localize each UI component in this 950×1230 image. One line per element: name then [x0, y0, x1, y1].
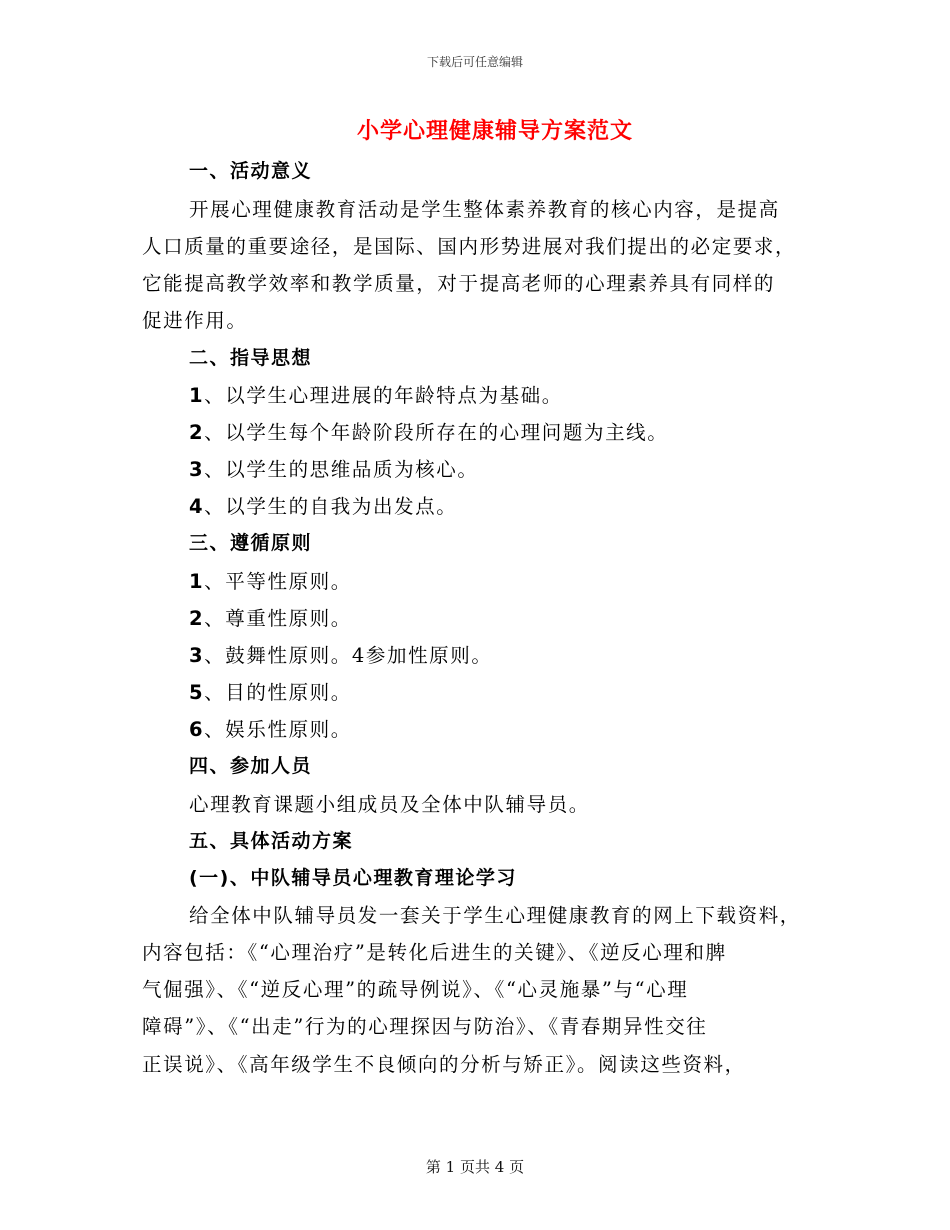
paragraph-line: 正误说》、《高年级学生不良倾向的分析与矫正》。阅读这些资料，	[142, 1053, 746, 1076]
paragraph-line: 它能提高教学效率和教学质量，对于提高老师的心理素养具有同样的	[142, 272, 776, 295]
list-item: 1、平等性原则。	[189, 570, 352, 593]
paragraph-line: 给全体中队辅导员发一套关于学生心理健康教育的网上下载资料，	[189, 904, 801, 927]
list-item: 6、娱乐性原则。	[189, 718, 352, 741]
subsection-heading: (一)、中队辅导员心理教育理论学习	[189, 867, 517, 889]
section-heading-plan: 五、具体活动方案	[189, 830, 354, 852]
list-item: 3、鼓舞性原则。4参加性原则。	[189, 644, 493, 667]
section-heading-purpose: 一、活动意义	[189, 160, 313, 182]
list-item: 3、以学生的思维品质为核心。	[189, 458, 479, 481]
page-number-footer: 第 1 页共 4 页	[425, 1158, 525, 1176]
section-heading-principles: 三、遵循原则	[189, 532, 313, 554]
paragraph-line: 促进作用。	[142, 309, 248, 332]
list-item: 2、尊重性原则。	[189, 607, 352, 630]
paragraph-line: 障碍”》、《“出走”行为的心理探因与防治》、《青春期异性交往	[142, 1015, 708, 1038]
list-item: 5、目的性原则。	[189, 681, 352, 704]
list-item: 2、以学生每个年龄阶段所存在的心理问题为主线。	[189, 421, 669, 444]
section-heading-participants: 四、参加人员	[189, 755, 313, 777]
paragraph-line: 心理教育课题小组成员及全体中队辅导员。	[189, 793, 590, 816]
section-heading-guidance: 二、指导思想	[189, 347, 313, 369]
document-title: 小学心理健康辅导方案范文	[356, 118, 633, 144]
paragraph-line: 人口质量的重要途径，是国际、国内形势进展对我们提出的必定要求，	[142, 235, 797, 258]
paragraph-line: 开展心理健康教育活动是学生整体素养教育的核心内容，是提高	[189, 198, 780, 221]
header-note: 下载后可任意编辑	[426, 55, 523, 69]
list-item: 1、以学生心理进展的年龄特点为基础。	[189, 384, 563, 407]
list-item: 4、以学生的自我为出发点。	[189, 495, 458, 518]
paragraph-line: 内容包括：《“心理治疗”是转化后进生的关键》、《逆反心理和脾	[142, 941, 727, 964]
paragraph-line: 气倔强》、《“逆反心理”的疏导例说》、《“心灵施暴”与“心理	[142, 978, 689, 1001]
